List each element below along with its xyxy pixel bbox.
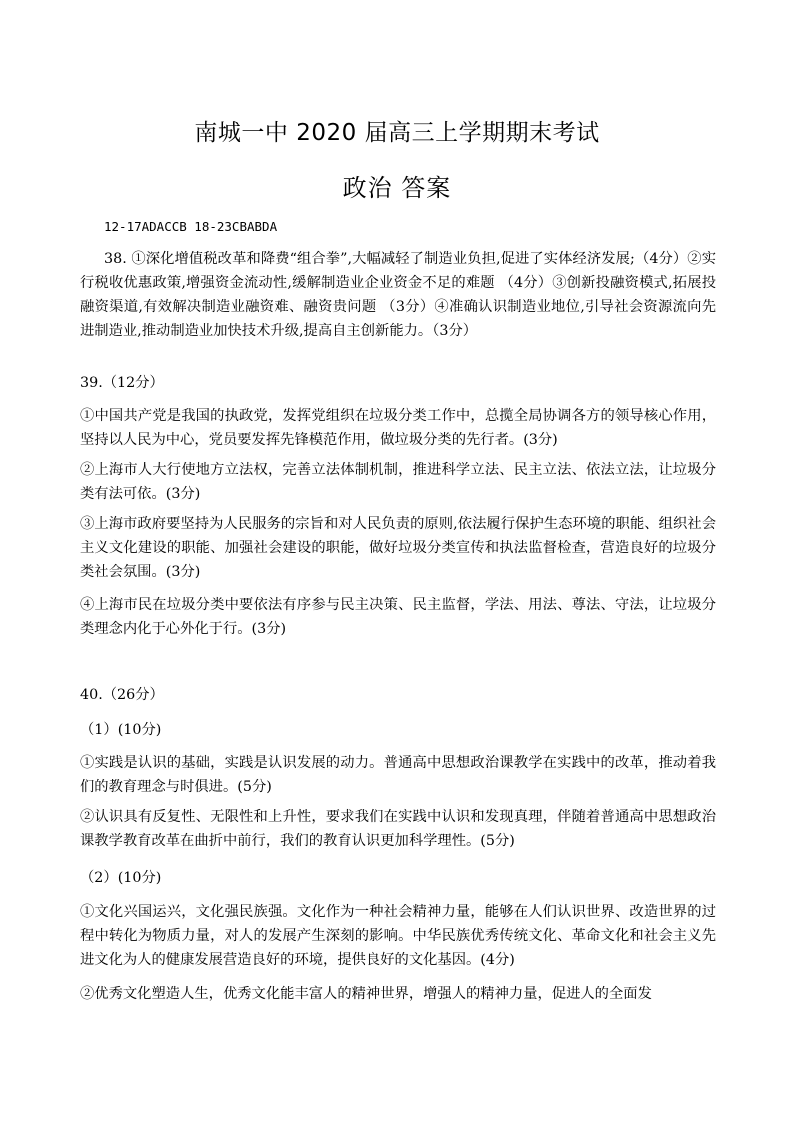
q40-part2-point-1: ①文化兴国运兴，文化强民族强。文化作为一种社会精神力量，能够在人们认识世界、改造世界的过程中转化为物质力量，对人的发展产生深刻的影响。中华民族优秀传统文化、革命文化和社会主义先进文化为人的健康发展营造良好的环境，提供良好的文化基因。(4分) <box>80 904 716 968</box>
q40-heading: 40.（26分） <box>80 687 164 703</box>
exam-title: 南城一中 2020 届高三上学期期末考试 <box>194 120 600 146</box>
q39-point-3: ③上海市政府要坚持为人民服务的宗旨和对人民负责的原则,依法履行保护生态环境的职能、组织社会主义文化建设的职能、加强社会建设的职能，做好垃圾分类宣传和执法监督检查，营造良好的垃圾分类社会氛围。(3分) <box>80 516 716 580</box>
answer-subtitle: 政治 答案 <box>342 174 452 202</box>
choice-answer-key: 12-17ADACCB 18-23CBABDA <box>104 219 278 234</box>
q40-part2-point-2: ②优秀文化塑造人生，优秀文化能丰富人的精神世界，增强人的精神力量，促进人的全面发 <box>80 986 652 1002</box>
q39-point-2: ②上海市人大行使地方立法权，完善立法体制机制，推进科学立法、民主立法、依法立法，让垃圾分类有法可依。(3分) <box>80 462 716 502</box>
q39-point-4: ④上海市民在垃圾分类中要依法有序参与民主决策、民主监督，学法、用法、尊法、守法，让垃圾分类理念内化于心外化于行。(3分) <box>80 597 716 637</box>
q39-heading: 39.（12分） <box>80 375 164 391</box>
q38-answer: 38. ①深化增值税改革和降费“组合拳”,大幅减轻了制造业负担,促进了实体经济发展;（4分）②实行税收优惠政策,增强资金流动性,缓解制造业企业资金不足的难题 （4分）③创新投融资模式,拓展投融资渠道,有效解决制造业融资难、融资贵问题 （3分）④准确认识制造业地位,引导社会资源流向先进制造业,推动制造业加快技术升级,提高自主创新能力。（3分） <box>80 251 716 339</box>
q39-point-1: ①中国共产党是我国的执政党，发挥党组织在垃圾分类工作中，总揽全局协调各方的领导核心作用，坚持以人民为中心，党员要发挥先锋模范作用，做垃圾分类的先行者。(3分) <box>80 408 716 448</box>
q40-part2-heading: （2）(10分) <box>80 870 162 886</box>
q40-part1-heading: （1）(10分) <box>80 722 162 738</box>
q40-part1-point-2: ②认识具有反复性、无限性和上升性，要求我们在实践中认识和发现真理，伴随着普通高中思想政治课教学教育改革在曲折中前行，我们的教育认识更加科学理性。(5分) <box>80 809 716 849</box>
q40-part1-point-1: ①实践是认识的基础，实践是认识发展的动力。普通高中思想政治课教学在实践中的改革，推动着我们的教育理念与时俱进。(5分) <box>80 755 716 795</box>
